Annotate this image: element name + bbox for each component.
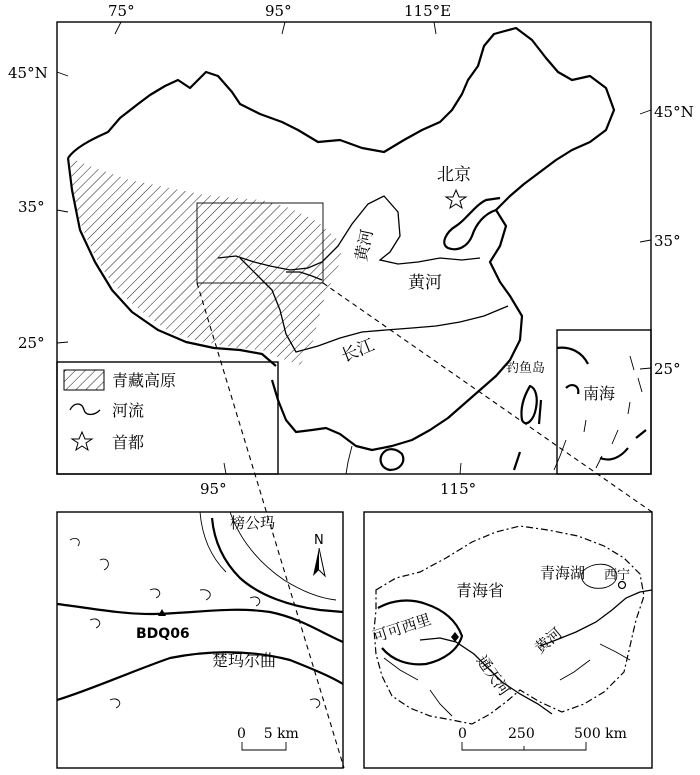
- qinghai-province-label: 青海省: [456, 581, 505, 600]
- left-tick-35: 35°: [18, 198, 45, 216]
- right-tick-25: 25°: [654, 360, 681, 378]
- taiwan: [521, 386, 536, 423]
- north-arrow-icon: [313, 548, 319, 576]
- legend-plateau-label: 青藏高原: [112, 371, 177, 390]
- right-scale-250: 250: [508, 726, 535, 742]
- inset-left-south-line: [57, 652, 343, 700]
- top-tick-115: 115°E: [404, 2, 452, 20]
- beijing-label: 北京: [437, 165, 471, 185]
- left-tick-45: 45°N: [8, 64, 48, 82]
- south-sea-line: [514, 452, 520, 470]
- legend-capital-label: 首都: [112, 433, 145, 452]
- hainan: [381, 449, 404, 470]
- chumarqu-label: 楚玛尔曲: [212, 651, 277, 670]
- yangtze-label: 长江: [338, 335, 378, 367]
- qinghai-lake-label: 青海湖: [540, 564, 586, 582]
- north-label: N: [314, 533, 324, 548]
- right-scale-500: 500 km: [574, 726, 627, 742]
- right-scale-bar: [462, 742, 586, 750]
- right-scale-0: 0: [458, 726, 467, 742]
- right-inset: [364, 512, 652, 768]
- sample-site-triangle-icon: [158, 609, 166, 616]
- right-tick-45: 45°N: [654, 103, 694, 121]
- top-tick-95: 95°: [265, 2, 292, 20]
- neighbour-coast: [346, 440, 566, 474]
- south-sea-inset: [557, 330, 651, 474]
- xining-label: 西宁: [604, 568, 631, 583]
- kekexili-label: 可可西里: [370, 610, 434, 646]
- yellow-river-inset-label: 黄河: [531, 623, 566, 658]
- left-scale-label: 0 5 km: [237, 726, 299, 742]
- left-inset: [57, 512, 343, 768]
- main-map: [8, 2, 694, 498]
- bottom-tick-95: 95°: [200, 480, 227, 498]
- tibetan-plateau-area: [70, 158, 342, 365]
- legend-star-icon: [72, 432, 92, 450]
- legend-plateau-swatch: [64, 370, 104, 390]
- site-label: BDQ06: [136, 626, 190, 642]
- yellow-river-label-1: 黄河: [351, 227, 377, 263]
- legend-river-icon: [70, 404, 100, 415]
- tongtian-label: 通天河: [472, 651, 514, 700]
- yellow-river-label-2: 黄河: [408, 273, 442, 293]
- bangongma-label: 榜公玛: [230, 514, 276, 532]
- diaoyu-mark: [539, 400, 541, 424]
- top-tick-75: 75°: [108, 2, 135, 20]
- left-scale-bar: [242, 742, 286, 750]
- right-tick-35: 35°: [654, 232, 681, 250]
- diaoyu-label: 钓鱼岛: [506, 361, 546, 376]
- left-tick-25: 25°: [18, 334, 45, 352]
- capital-star-icon: [446, 190, 466, 208]
- south-sea-label: 南海: [583, 384, 616, 403]
- bottom-tick-115: 115°: [440, 480, 477, 498]
- legend: [57, 362, 278, 474]
- legend-river-label: 河流: [112, 401, 145, 420]
